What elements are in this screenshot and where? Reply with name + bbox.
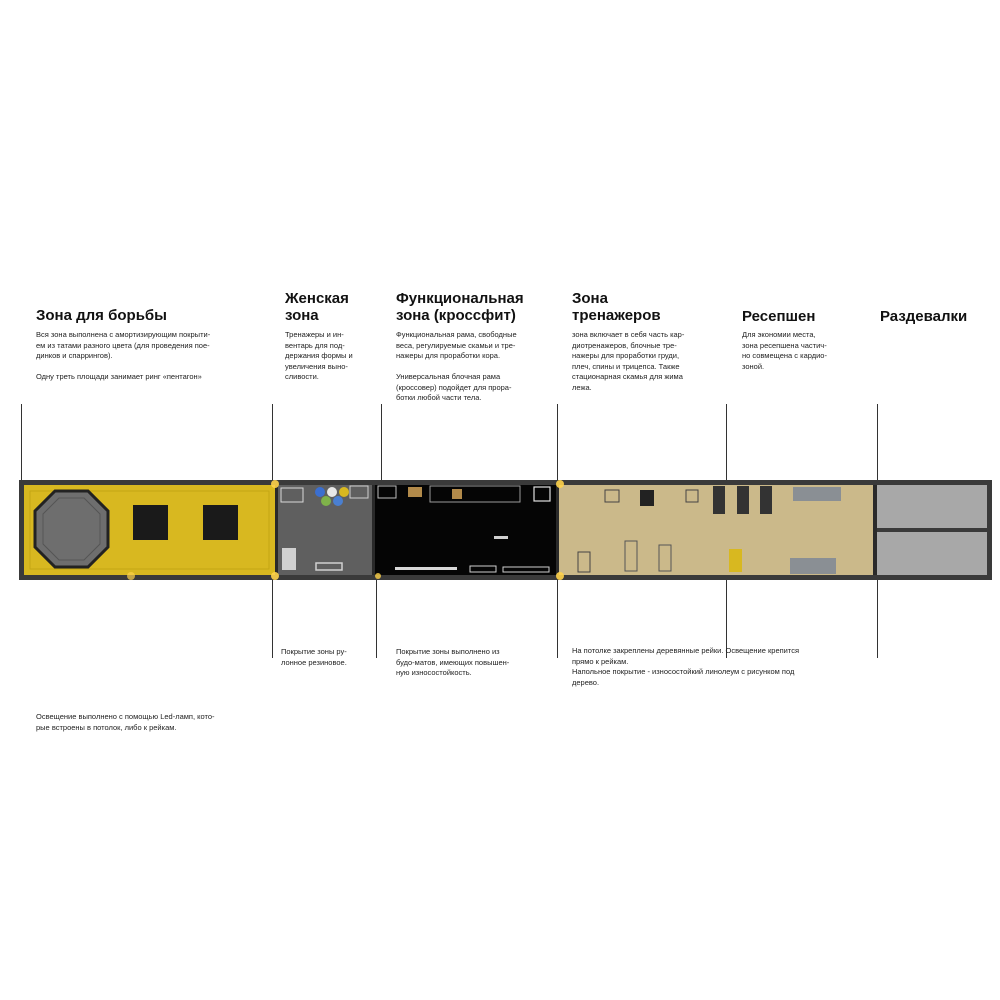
zone-title-wrestling: Зона для борьбы	[36, 307, 167, 324]
zone-desc-machines-bottom: На потолке закреплены деревянные рейки. Освещение крепится прямо к рейкам. Напольное покрытие - износостойкий линолеум с рисунком под дерево.	[572, 646, 800, 687]
divider-line	[21, 404, 22, 480]
reception-desk	[729, 549, 742, 572]
divider-line	[381, 404, 382, 480]
fitball	[333, 496, 343, 506]
divider-line	[557, 404, 558, 480]
zone-desc-wrestling: Вся зона выполнена с амортизирующим покрыти- ем из татами разного цвета (для проведения пое- динков и спаррингов). Одну треть площади занимает ринг «пентагон»	[36, 330, 211, 381]
functional-floor	[375, 485, 556, 575]
fitball	[321, 496, 331, 506]
sofa	[790, 558, 836, 574]
led-light	[556, 572, 564, 580]
barbell	[395, 567, 457, 570]
led-light	[271, 572, 279, 580]
partition-wall	[556, 485, 559, 575]
divider-line	[272, 404, 273, 480]
zone-desc-wrestling-bottom: Освещение выполнено с помощью Led-ламп, кото- рые встроены в потолок, либо к рейкам.	[36, 712, 215, 732]
led-light	[127, 572, 135, 580]
zone-title-reception: Ресепшен	[742, 308, 816, 325]
fitball	[327, 487, 337, 497]
divider-line	[877, 404, 878, 480]
treadmill	[737, 486, 749, 514]
fitball	[339, 487, 349, 497]
divider-line	[557, 580, 558, 658]
pentagon-ring	[35, 491, 108, 567]
strength-machine	[640, 490, 654, 506]
divider-line	[272, 580, 273, 658]
led-light	[556, 480, 564, 488]
zone-desc-women-bottom: Покрытие зоны ру- лонное резиновое.	[281, 647, 347, 667]
zone-desc-reception: Для экономии места, зона ресепшена частич- но совмещена с кардио- зоной.	[742, 330, 827, 371]
bench	[408, 487, 422, 497]
partition-wall	[275, 485, 278, 575]
divider-line	[877, 580, 878, 658]
fitball	[315, 487, 325, 497]
locker-room	[877, 485, 987, 528]
zone-title-women: Женская зона	[285, 290, 349, 324]
bench	[452, 489, 462, 499]
divider-line	[376, 580, 377, 658]
zone-desc-women: Тренажеры и ин- вентарь для под- держания формы и увеличения выно- сливости.	[285, 330, 353, 381]
zone-title-lockers: Раздевалки	[880, 308, 968, 325]
zone-desc-functional-bottom: Покрытие зоны выполнено из будо-матов, имеющих повышен- ную износостойкость.	[396, 647, 510, 677]
zone-title-functional: Функциональная зона (кроссфит)	[396, 290, 524, 324]
sparring-mat-2	[203, 505, 238, 540]
partition-wall	[873, 485, 877, 575]
zone-title-machines: Зона тренажеров	[572, 290, 661, 324]
partition-wall	[372, 485, 375, 575]
dumbbell	[494, 536, 508, 539]
sparring-mat-1	[133, 505, 168, 540]
treadmill	[713, 486, 725, 514]
led-light	[271, 480, 279, 488]
zone-desc-machines: зона включает в себя часть кар- диотренажеров, блочные тре- нажеры для проработки груди, плеч, спины и трицепса. Также стационарная скамья для жима лежа.	[572, 330, 685, 392]
women-machine	[282, 548, 296, 570]
locker-room	[877, 532, 987, 575]
sofa	[793, 487, 841, 501]
divider-line	[726, 404, 727, 480]
treadmill	[760, 486, 772, 514]
led-light	[375, 573, 381, 579]
zone-desc-functional: Функциональная рама, свободные веса, регулируемые скамьи и тре- нажеры для проработки кора. Универсальная блочная рама (кроссовер) подойдет для прора- ботки любой части тела.	[396, 330, 517, 402]
